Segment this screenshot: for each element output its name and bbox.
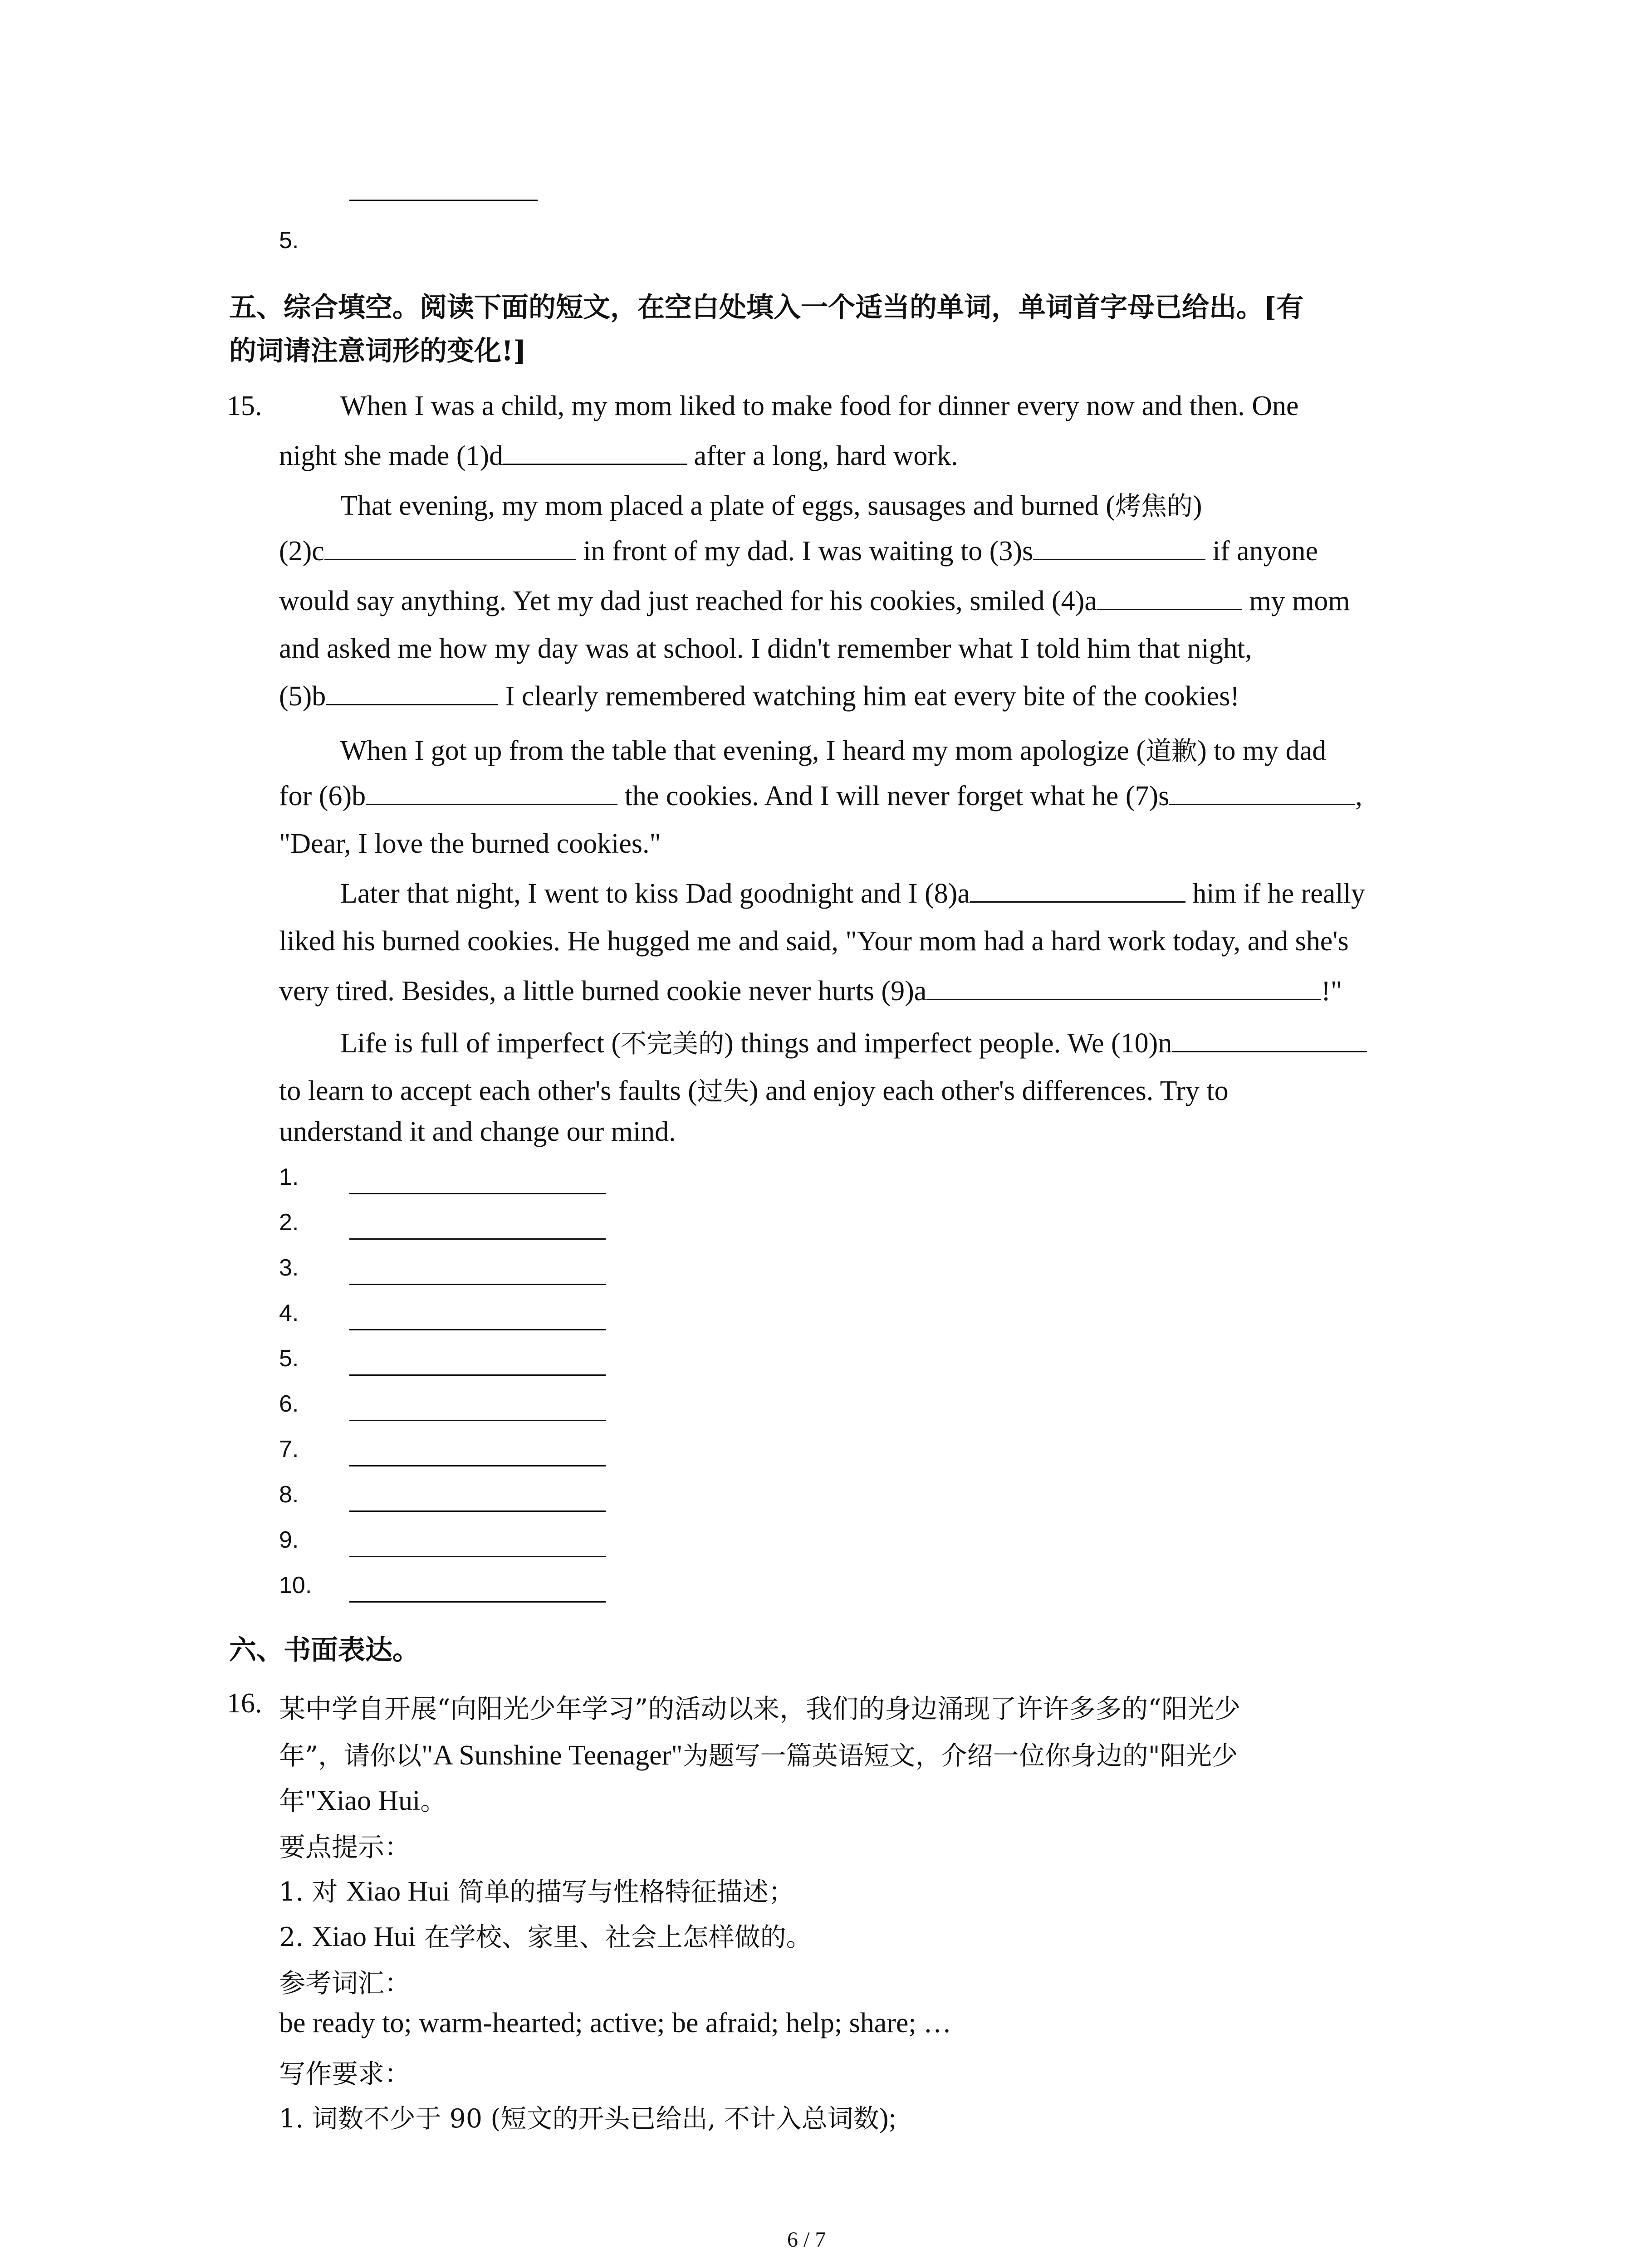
requirement-1 xyxy=(279,2098,896,2135)
passage-text: understand it and change our mind. xyxy=(279,1116,676,1147)
prompt-text: 某中学自开展“向阳光少年学习”的活动以来，我们的身边涌现了许许多多的“阳光少 xyxy=(279,1693,1240,1724)
passage-text: When I got up from the table that evening, I heard my mom apologize ( xyxy=(340,735,1146,766)
answer-label-7: 7. xyxy=(279,1436,299,1462)
blank-7[interactable] xyxy=(1169,781,1355,805)
passage-text: liked his burned cookies. He hugged me and said, "Your mom had a hard work today, and she's xyxy=(279,926,1349,957)
passage-line xyxy=(279,828,661,860)
answer-line-2[interactable] xyxy=(349,1211,606,1240)
answer-blank-top[interactable] xyxy=(349,200,538,201)
answer-label-2: 2. xyxy=(279,1209,299,1236)
passage-line xyxy=(279,925,1349,958)
section5-heading xyxy=(229,286,1454,373)
passage-line xyxy=(279,975,1342,1007)
passage-text: Later that night, I went to kiss Dad goodnight and I (8)a xyxy=(340,878,970,909)
answer-label-5: 5. xyxy=(279,1345,299,1372)
blank-9[interactable] xyxy=(926,976,1321,1000)
vocab-list: be ready to; warm-hearted; active; be afraid; help; share; … xyxy=(279,2008,952,2038)
answer-label-10: 10. xyxy=(279,1572,312,1598)
tip-2 xyxy=(279,1916,812,1954)
chinese-gloss: 道歉 xyxy=(1146,736,1198,766)
passage-text: That evening, my mom placed a plate of eggs, sausages and burned ( xyxy=(340,490,1115,521)
prompt-text: 为题写一篇英语短文，介绍一位你身边的 xyxy=(682,1741,1148,1771)
passage-line xyxy=(279,633,1252,665)
passage-text: !" xyxy=(1321,976,1342,1007)
passage-text: my mom xyxy=(1249,586,1350,616)
answer-line-5[interactable] xyxy=(349,1347,606,1376)
answer-line-8[interactable] xyxy=(349,1483,606,1512)
chinese-gloss: 烤焦的 xyxy=(1115,491,1193,521)
passage-text: I clearly remembered watching him eat every bite of the cookies! xyxy=(505,681,1239,712)
passage-text: "Dear, I love the burned cookies." xyxy=(279,828,661,859)
passage-text: if anyone xyxy=(1212,536,1318,567)
passage-line xyxy=(279,780,1362,812)
tip-text: 2. xyxy=(279,1922,312,1952)
passage-text: ) xyxy=(1192,490,1202,521)
blank-8[interactable] xyxy=(970,879,1185,903)
prompt-line xyxy=(279,1780,446,1818)
tip-text: 在学校、家里、社会上怎样做的。 xyxy=(416,1922,812,1952)
prompt-title: "A Sunshine Teenager" xyxy=(421,1740,683,1771)
prompt-text: 年”，请你以 xyxy=(279,1741,422,1771)
answer-line-9[interactable] xyxy=(349,1529,606,1557)
passage-text: Life is full of imperfect ( xyxy=(340,1028,621,1059)
passage-text: for (6)b xyxy=(279,781,366,811)
passage-text: ) and enjoy each other's differences. Try to xyxy=(749,1075,1229,1106)
passage-text: ) to my dad xyxy=(1197,735,1327,766)
question-number-16: 16. xyxy=(227,1688,262,1719)
passage-line xyxy=(279,535,1318,567)
passage-text: in front of my dad. I was waiting to (3)s xyxy=(583,536,1034,567)
passage-text: When I was a child, my mom liked to make food for dinner every now and then. One xyxy=(340,391,1299,421)
blank-5[interactable] xyxy=(326,681,498,705)
passage-text: the cookies. And I will never forget what he (7)s xyxy=(624,781,1170,811)
passage-line xyxy=(340,390,1299,422)
blank-6[interactable] xyxy=(366,781,617,805)
answer-label-6: 6. xyxy=(279,1391,299,1417)
answer-label-1: 1. xyxy=(279,1164,299,1190)
passage-text: very tired. Besides, a little burned cookie never hurts (9)a xyxy=(279,976,927,1007)
passage-text: and asked me how my day was at school. I didn't remember what I told him that night, xyxy=(279,633,1252,664)
chinese-gloss: 过失 xyxy=(697,1076,749,1106)
tip-1 xyxy=(279,1871,794,1908)
tip-text: 简单的描写与性格特征描述； xyxy=(450,1877,794,1907)
prompt-line xyxy=(279,1735,1238,1772)
answer-line-4[interactable] xyxy=(349,1302,606,1330)
passage-line xyxy=(340,1023,1367,1060)
passage-text: him if he really xyxy=(1192,878,1365,909)
blank-3[interactable] xyxy=(1033,536,1205,560)
passage-line xyxy=(279,1070,1229,1108)
passage-text: (2)c xyxy=(279,536,324,567)
passage-line xyxy=(279,585,1350,617)
prompt-text: 。 xyxy=(420,1786,446,1816)
prompt-text: "Xiao Hui xyxy=(305,1785,421,1816)
passage-text: , xyxy=(1355,781,1362,811)
passage-line xyxy=(340,878,1365,910)
section5-heading-line2: 的词请注意词形的变化!] xyxy=(229,335,526,367)
answer-line-7[interactable] xyxy=(349,1438,606,1466)
vocab-label: 参考词汇： xyxy=(279,1968,411,1999)
prompt-text: 年 xyxy=(279,1786,305,1816)
prompt-text: "阳光少 xyxy=(1148,1741,1238,1771)
blank-4[interactable] xyxy=(1097,586,1242,610)
blank-10[interactable] xyxy=(1172,1028,1367,1052)
passage-line xyxy=(279,440,958,472)
tips-label: 要点提示： xyxy=(279,1832,411,1862)
requirement-text: 短文的开头已给出, 不计入总词数 xyxy=(500,2104,879,2134)
item-number: 5. xyxy=(279,227,299,254)
passage-text: would say anything. Yet my dad just reached for his cookies, smiled (4)a xyxy=(279,586,1097,616)
passage-text: after a long, hard work. xyxy=(694,440,958,471)
answer-line-1[interactable] xyxy=(349,1166,606,1194)
answer-label-3: 3. xyxy=(279,1255,299,1281)
answer-label-9: 9. xyxy=(279,1527,299,1553)
section5-heading-line1: 五、综合填空。阅读下面的短文，在空白处填入一个适当的单词，单词首字母已给出。[有 xyxy=(229,292,1304,323)
passage-line xyxy=(340,485,1202,523)
passage-text: ) things and imperfect people. We (10)n xyxy=(724,1028,1172,1059)
requirements-label: 写作要求： xyxy=(279,2058,411,2089)
passage-line xyxy=(279,680,1239,713)
passage-line xyxy=(340,730,1326,767)
passage-text: night she made (1)d xyxy=(279,440,504,471)
passage-line xyxy=(279,1116,676,1148)
section6-heading: 六、书面表达。 xyxy=(229,1634,420,1666)
prompt-line xyxy=(279,1687,1240,1725)
tip-text: 1. 对 xyxy=(279,1877,346,1907)
blank-2[interactable] xyxy=(324,536,576,560)
page-number: 6 / 7 xyxy=(787,2228,826,2252)
passage-text: to learn to accept each other's faults ( xyxy=(279,1075,697,1106)
answer-label-4: 4. xyxy=(279,1300,299,1326)
blank-1[interactable] xyxy=(503,441,687,465)
answer-line-6[interactable] xyxy=(349,1393,606,1421)
answer-line-10[interactable] xyxy=(349,1574,606,1603)
requirement-text: 1. 词数不少于 90 ( xyxy=(279,2104,501,2134)
tip-text: Xiao Hui xyxy=(346,1876,450,1907)
answer-label-8: 8. xyxy=(279,1481,299,1508)
requirement-text: ); xyxy=(879,2103,896,2134)
tip-text: Xiao Hui xyxy=(312,1921,416,1952)
answer-line-3[interactable] xyxy=(349,1256,606,1285)
question-number-15: 15. xyxy=(227,391,262,421)
chinese-gloss: 不完美的 xyxy=(621,1029,725,1059)
passage-text: (5)b xyxy=(279,681,326,712)
